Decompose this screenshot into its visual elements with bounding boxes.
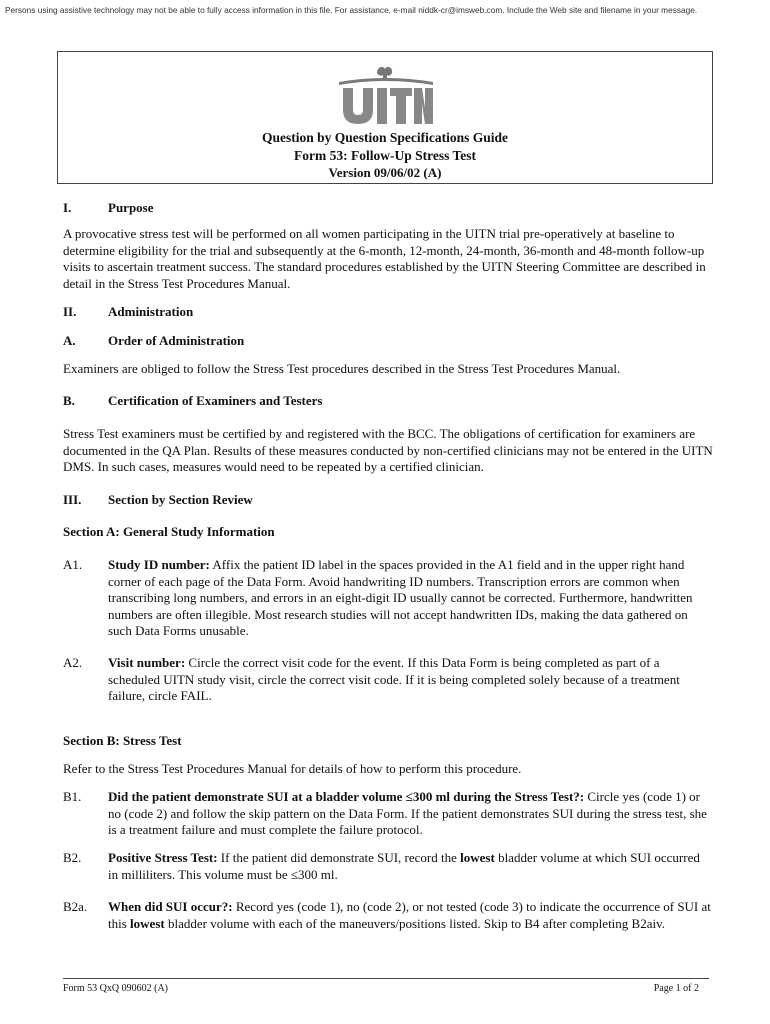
footer-rule [63,978,709,979]
item-b2-heading: Positive Stress Test: [108,850,218,865]
section-b-title: Section B: Stress Test [63,733,182,748]
item-b2-text-1: If the patient did demonstrate SUI, record the [217,850,461,865]
item-a1-label: A1. [63,557,83,572]
guide-title: Question by Question Specifications Guide [261,130,509,145]
section-3-title: Section by Section Review [108,492,253,507]
item-b1-label: B1. [63,789,82,804]
item-a1-heading: Study ID number: [108,557,210,572]
footer-page-number: Page 1 of 2 [653,983,699,994]
item-a1 [63,557,713,640]
uitn-logo [337,64,435,124]
item-b2a-label: B2a. [63,899,88,914]
item-a2-text: Circle the correct visit code for the event. If this Data Form is being completed as part of a scheduled UITN study visit, circle the correct visit code. If it is being completed solely because of a treatment failure, circle FAIL. [108,655,680,703]
section-2b-number: B. [63,393,75,408]
section-2a-number: A. [63,333,76,348]
item-b1-heading: Did the patient demonstrate SUI at a bladder volume ≤300 ml during the Stress Test?: [108,789,585,804]
certification-paragraph: Stress Test examiners must be certified by and registered with the BCC. The obligations of certification for examiners are documented in the QA Plan. Results of these measures conducted by non-certified clinicians may not be entered in the UITN DMS. In such cases, measures would need to be repeated by a certified clinician. [63,426,713,474]
accessibility-notice: Persons using assistive technology may not be able to fully access information in this file. For assistance, e-mail niddk-cr@imsweb.com. Include the Web site and filename in your message. [5,5,698,15]
item-b2a [63,899,713,932]
section-2a-title: Order of Administration [108,333,245,348]
order-paragraph: Examiners are obliged to follow the Stress Test procedures described in the Stress Test Procedures Manual. [63,361,621,376]
section-b-intro: Refer to the Stress Test Procedures Manual for details of how to perform this procedure. [63,761,522,776]
version-title: Version 09/06/02 (A) [328,165,442,180]
item-b2-label: B2. [63,850,82,865]
section-2b-title: Certification of Examiners and Testers [108,393,323,408]
section-1-number: I. [63,200,72,215]
section-3-number: III. [63,492,82,507]
purpose-paragraph: A provocative stress test will be performed on all women participating in the UITN trial pre-operatively at baseline to determine eligibility for the trial and subsequently at the 6-month, 12-month, 24-month, 36-month and 48-month follow-up visits to ascertain treatment success. The standard procedures established by the UITN Steering Committee are described in detail in the Stress Test Procedures Manual. [63,226,706,291]
section-a-title: Section A: General Study Information [63,524,275,539]
item-b2 [63,850,713,883]
section-2-number: II. [63,304,77,319]
item-a1-text: Affix the patient ID label in the spaces provided in the A1 field and in the upper right hand corner of each page of the Data Form. Avoid handwriting ID numbers. Transcription errors are common when transcribing long numbers, and errors in an eight-digit ID usually cannot be corrected. Furthermore, handwritten numbers are often illegible. Most research studies will not accept handwritten IDs, making the data gathered on such Data Forms unusable. [108,557,693,638]
item-b2a-text-2: bladder volume with each of the maneuvers/positions listed. Skip to B4 after completing B2aiv. [164,915,665,931]
form-title: Form 53: Follow-Up Stress Test [294,148,476,163]
item-a2 [63,655,713,705]
item-b2-emphasis: lowest [460,850,495,865]
section-2-title: Administration [108,304,194,319]
section-1-title: Purpose [108,200,154,215]
item-a2-label: A2. [63,655,83,670]
item-b2a-text-1: Record yes (code 1), no (code 2), or not tested (code 3) to indicate the occurrence of SUI at this [108,899,711,931]
item-b2a-heading: When did SUI occur?: [108,899,233,914]
item-b2a-emphasis: lowest [130,915,165,931]
item-b1 [63,789,713,839]
item-b1-text: Circle yes (code 1) or no (code 2) and follow the skip pattern on the Data Form. If the patient demonstrates SUI during the stress test, she is a treatment failure and must complete the failure protocol. [108,789,707,837]
item-b2-text-2: bladder volume at which SUI occurred in milliliters. This volume must be ≤300 ml. [108,850,700,882]
item-a2-heading: Visit number: [108,655,186,670]
footer-form-id: Form 53 QxQ 090602 (A) [63,983,168,994]
